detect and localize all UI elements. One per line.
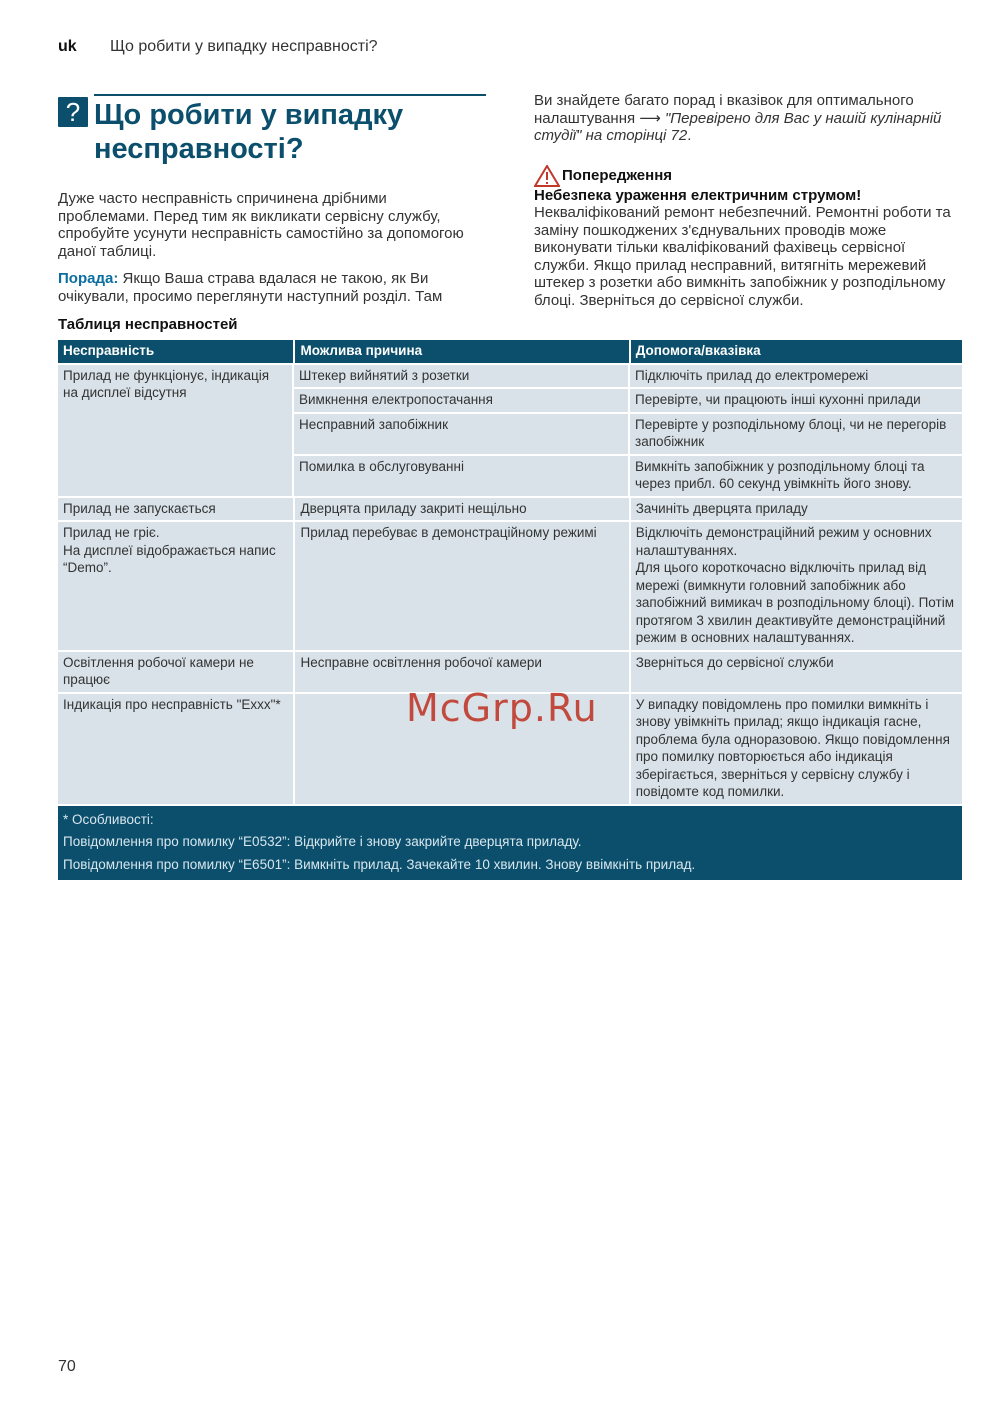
table-cell-cause: Прилад перебуває в демонстраційному режимі: [295, 522, 628, 650]
table-row-group: [58, 365, 962, 496]
table-cell-cause: Вимкнення електропостачання: [294, 389, 628, 412]
table-cell-cause: Штекер вийнятий з розетки: [294, 365, 628, 388]
tip-text: Якщо Ваша страва вдалася не такою, як Ви очікували, просимо переглянути наступний розділ. Там: [58, 270, 443, 305]
help-line: Для цього короткочасно відключіть прилад від мережі (вимкнути головний запобіжник або запобіжний вимикач в розподільному блоці). Потім протягом 3 хвилин деактивуйте демонстраційний режим в основних налаштуваннях.: [635, 560, 954, 645]
language-code: uk: [58, 38, 77, 55]
footnote-line: Повідомлення про помилку “E6501”: Вимкніть прилад. Зачекайте 10 хвилин. Знову ввімкніть прилад.: [63, 856, 696, 872]
section-title-line2: несправності?: [94, 133, 304, 165]
table-cell-help: Перевірте, чи працюють інші кухонні прилади: [630, 389, 962, 412]
fault-line: Прилад не гріє.: [63, 525, 160, 540]
tip-paragraph: [58, 270, 478, 305]
table-cell-fault: Прилад не запускається: [58, 498, 293, 521]
table-row: [292, 414, 962, 454]
left-column: [58, 94, 486, 305]
table-title: Таблиця несправностей: [58, 316, 238, 333]
table-cell-help: У випадку повідомлень про помилки вимкніть і знову увімкніть прилад; якщо індикація гасне, проблема була одноразовою. Якщо повідомлення про помилку повторюється або індикація зберігається, зверніться у сервісну службу і повідомте код помилки.: [631, 694, 962, 804]
right-column: [534, 92, 964, 309]
table-cell-help: Зачиніть дверцята приладу: [631, 498, 962, 521]
intro-paragraph: Дуже часто несправність спричинена дрібними проблемами. Перед тим як викликати сервісну службу, спробуйте усунути несправність самостійно за допомогою даної таблиці.: [58, 190, 464, 260]
footnote-line: Повідомлення про помилку “E0532”: Відкрийте і знову закрийте дверцята приладу.: [63, 834, 582, 849]
watermark: McGrp.Ru: [406, 686, 598, 730]
warning-subtitle: Небезпека ураження електричним струмом!: [534, 186, 862, 204]
table-row: [292, 456, 962, 496]
header-title: Що робити у випадку несправності?: [110, 38, 378, 55]
table-cell-help: Вимкніть запобіжник у розподільному блоці та через прибл. 60 секунд увімкніть його знову.: [630, 456, 962, 496]
page-number: 70: [58, 1358, 76, 1375]
table-cell-fault: [58, 522, 293, 650]
fault-line: “Demo”.: [63, 560, 112, 575]
table-row: [58, 522, 962, 650]
continued-text: Ви знайдете багато порад і вказівок для оптимального налаштування: [534, 92, 914, 127]
arrow-icon: ⟶: [639, 109, 661, 127]
table-row: [292, 389, 962, 412]
table-row: [58, 498, 962, 521]
section-title-block: [65, 94, 486, 166]
continued-paragraph: [534, 92, 964, 145]
table-footnote: [58, 806, 962, 881]
header-help: Допомога/вказівка: [631, 340, 962, 363]
header-cause: Можлива причина: [295, 340, 628, 363]
table-cell-cause: Несправний запобіжник: [294, 414, 628, 454]
header-fault: Несправність: [58, 340, 293, 363]
fault-line: На дисплеї відображається напис: [63, 542, 276, 558]
section-title-line1: Що робити у випадку: [94, 99, 404, 131]
table-cell-cause: Дверцята приладу закриті нещільно: [295, 498, 628, 521]
warning-text: Некваліфікований ремонт небезпечний. Ремонтні роботи та заміну пошкоджених з'єднувальних проводів може виконувати тільки кваліфікований фахівець сервісної служби. Якщо прилад несправний, витягніть мережевий штекер з розетки або вимкніть запобіжник у розподільному блоці. Зверніться до сервісної служби.: [534, 204, 951, 309]
continued-end: .: [687, 127, 692, 144]
tip-label: Порада:: [58, 270, 119, 287]
question-icon: ?: [58, 97, 88, 127]
fault-table: [58, 340, 962, 880]
warning-icon: [534, 165, 560, 187]
page-header: [58, 38, 378, 56]
table-cell-cause: Несправне освітлення робочої камери: [295, 652, 628, 692]
section-title: [94, 98, 486, 166]
table-cell-fault: Індикація про несправність "Exxx"*: [58, 694, 293, 804]
cross-reference-link[interactable]: "Перевірено для Вас у нашій кулінарній студії" на сторінці 72: [534, 109, 942, 144]
table-cell-cause: Помилка в обслуговуванні: [294, 456, 628, 496]
help-line: Відключіть демонстраційний режим у основних налаштуваннях.: [635, 525, 932, 558]
table-row: [292, 365, 962, 388]
table-cell-help: Зверніться до сервісної служби: [631, 652, 962, 692]
table-cell-help: Підключіть прилад до електромережі: [630, 365, 962, 388]
table-header-row: [58, 340, 962, 363]
table-cell-fault: Прилад не функціонує, індикація на дисплеї відсутня: [58, 365, 292, 496]
table-cell-fault: Освітлення робочої камери не працює: [58, 652, 293, 692]
footnote-line: * Особливості:: [63, 811, 154, 827]
warning-title: Попередження: [562, 166, 673, 184]
table-cell-help: [631, 522, 962, 650]
warning-header: [534, 165, 964, 187]
table-cell-help: Перевірте у розподільному блоці, чи не перегорів запобіжник: [630, 414, 962, 454]
